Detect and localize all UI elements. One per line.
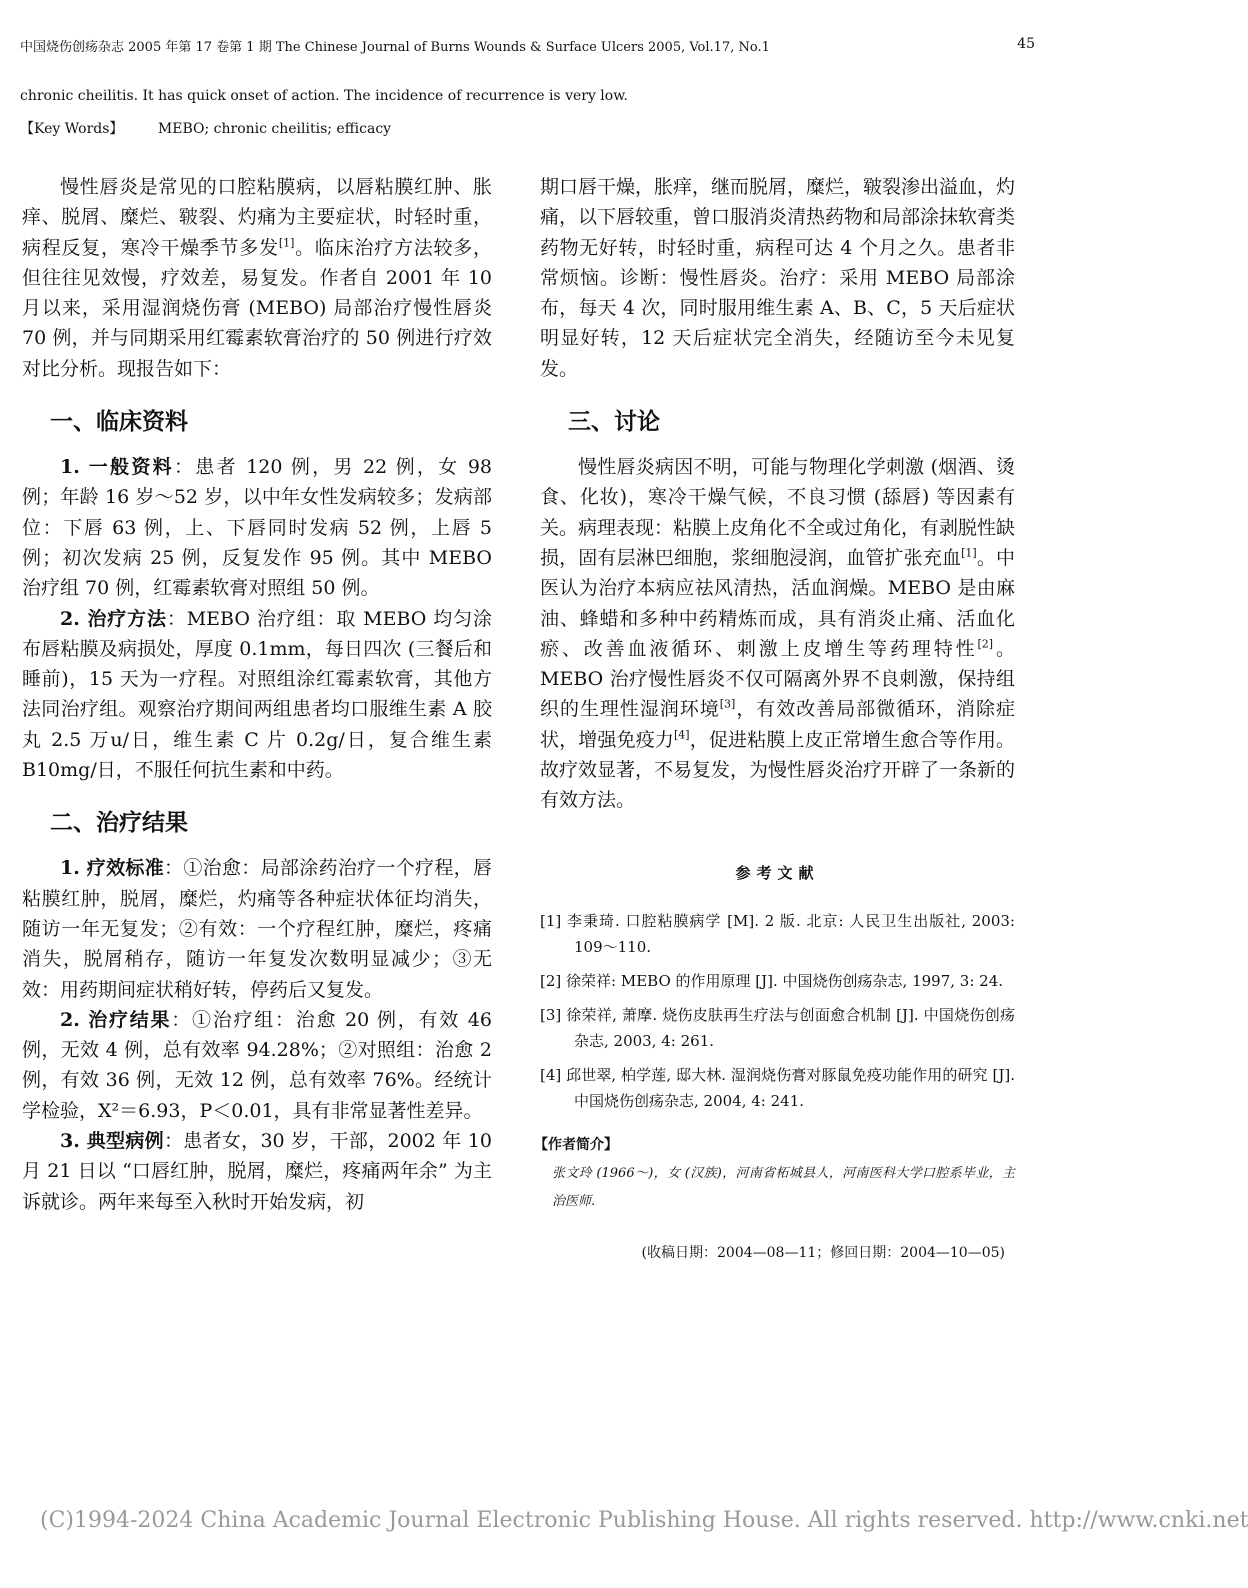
author-intro-title: 【作者简介】	[534, 1136, 618, 1153]
keywords-label: 【Key Words】	[20, 121, 124, 137]
citation-1: [1]	[278, 236, 295, 250]
reference-item: [2] 徐荣祥: MEBO 的作用原理 [J]. 中国烧伤创疡杂志, 1997, 3: 24.	[540, 971, 1004, 990]
left-column	[22, 172, 492, 1217]
section-2-title: 二、治疗结果	[50, 810, 188, 837]
general-data-paragraph: 1. 一般资料：患者 120 例，男 22 例，女 98 例；年龄 16 岁～52 岁，以中年女性发病较多；发病部位：下唇 63 例，上、下唇同时发病 52 例，上唇 5 例；初次发病 25 例，反复发作 95 例。其中 MEBO 治疗组 70 例，红霉素软膏对照组 50 例。	[22, 456, 492, 600]
references-title: 参考文献	[735, 863, 820, 882]
section-3-title: 三、讨论	[568, 409, 660, 436]
reference-item: [1] 李秉琦. 口腔粘膜病学 [M]. 2 版. 北京: 人民卫生出版社, 2003: 109～110.	[540, 911, 1015, 956]
discussion-paragraph: 慢性唇炎病因不明，可能与物理化学刺激 (烟酒、烫食、化妆)，寒冷干燥气候，不良习惯 (舔唇) 等因素有关。病理表现：粘膜上皮角化不全或过角化，有剥脱性缺损，固有层淋巴细胞，浆细胞浸润，血管扩张充血[1]。中医认为治疗本病应祛风清热，活血润燥。MEBO 是由麻油、蜂蜡和多种中药精炼而成，具有消炎止痛、活血化瘀、改善血液循环、刺激上皮增生等药理特性[2]。MEBO 治疗慢性唇炎不仅可隔离外界不良刺激，保持组织的生理性湿润环境[3]，有效改善局部微循环，消除症状，增强免疫力[4]，促进粘膜上皮正常增生愈合等作用。故疗效显著，不易复发，为慢性唇炎治疗开辟了一条新的有效方法。	[540, 456, 1016, 812]
typical-case-continued: 期口唇干燥，胀痒，继而脱屑，糜烂，皲裂渗出溢血，灼痛，以下唇较重，曾口服消炎清热药物和局部涂抹软膏类药物无好转，时轻时重，病程可达 4 个月之久。患者非常烦恼。诊断：慢性唇炎。治疗：采用 MEBO 局部涂布，每天 4 次，同时服用维生素 A、B、C，5 天后症状明显好转，12 天后症状完全消失，经随访至今未见复发。	[540, 176, 1016, 380]
treatment-method-paragraph: 2. 治疗方法：MEBO 治疗组：取 MEBO 均匀涂布唇粘膜及病损处，厚度 0.1mm，每日四次 (三餐后和睡前)，15 天为一疗程。对照组涂红霉素软膏，其他方法同治疗组。观察治疗期间两组患者均口服维生素 A 胶丸 2.5 万u/日，维生素 C 片 0.2g/日，复合维生素 B10mg/日，不服任何抗生素和中药。	[22, 607, 492, 782]
treatment-results-paragraph: 2. 治疗结果：①治疗组：治愈 20 例，有效 46 例，无效 4 例，总有效率 94.28%；②对照组：治愈 2 例，有效 36 例，无效 12 例，总有效率 76%。经统计学检验，X²＝6.93，P＜0.01，具有非常显著性差异。	[22, 1008, 492, 1122]
reference-item: [3] 徐荣祥, 萧摩. 烧伤皮肤再生疗法与创面愈合机制 [J]. 中国烧伤创疡杂志, 2003, 4: 261.	[540, 1005, 1015, 1050]
keywords-value: MEBO; chronic cheilitis; efficacy	[157, 121, 392, 137]
reference-item: [4] 邱世翠, 柏学莲, 邸大林. 湿润烧伤膏对豚鼠免疫功能作用的研究 [J]. 中国烧伤创疡杂志, 2004, 4: 241.	[540, 1065, 1015, 1110]
keywords-line	[20, 118, 391, 138]
page-number: 45	[1017, 36, 1035, 52]
copyright-footer: (C)1994-2024 China Academic Journal Electronic Publishing House. All rights reserved. http://www.cnki.net	[40, 1508, 1248, 1533]
abstract-tail: chronic cheilitis. It has quick onset of action. The incidence of recurrence is very low.	[20, 88, 628, 104]
author-intro-text: 张文玲 (1966～)，女 (汉族)，河南省柘城县人，河南医科大学口腔系毕业，主治医师.	[552, 1166, 1015, 1210]
section-1-title: 一、临床资料	[50, 409, 188, 436]
received-dates: (收稿日期：2004—08—11；修回日期：2004—10—05)	[641, 1245, 1005, 1262]
efficacy-criteria-paragraph: 1. 疗效标准：①治愈：局部涂药治疗一个疗程，唇粘膜红肿，脱屑，糜烂，灼痛等各种症状体征均消失，随访一年无复发；②有效：一个疗程红肿，糜烂，疼痛消失，脱屑稍存，随访一年复发次数明显减少；③无效：用药期间症状稍好转，停药后又复发。	[22, 857, 492, 1001]
running-header: 中国烧伤创疡杂志 2005 年第 17 卷第 1 期 The Chinese Journal of Burns Wounds & Surface Ulcers 2005, Vol.17, No.1	[20, 40, 770, 55]
typical-case-paragraph: 3. 典型病例：患者女，30 岁，干部，2002 年 10 月 21 日以 “口唇红肿，脱屑，糜烂，疼痛两年余” 为主诉就诊。两年来每至入秋时开始发病，初	[22, 1130, 493, 1213]
intro-paragraph: 慢性唇炎是常见的口腔粘膜病，以唇粘膜红肿、胀痒、脱屑、糜烂、皲裂、灼痛为主要症状，时轻时重，病程反复，寒冷干燥季节多发[1]。临床治疗方法较多，但往往见效慢，疗效差，易复发。作者自 2001 年 10 月以来，采用湿润烧伤膏 (MEBO) 局部治疗慢性唇炎 70 例，并与同期采用红霉素软膏治疗的 50 例进行疗效对比分析。现报告如下：	[22, 176, 492, 380]
right-column	[534, 172, 1016, 1269]
